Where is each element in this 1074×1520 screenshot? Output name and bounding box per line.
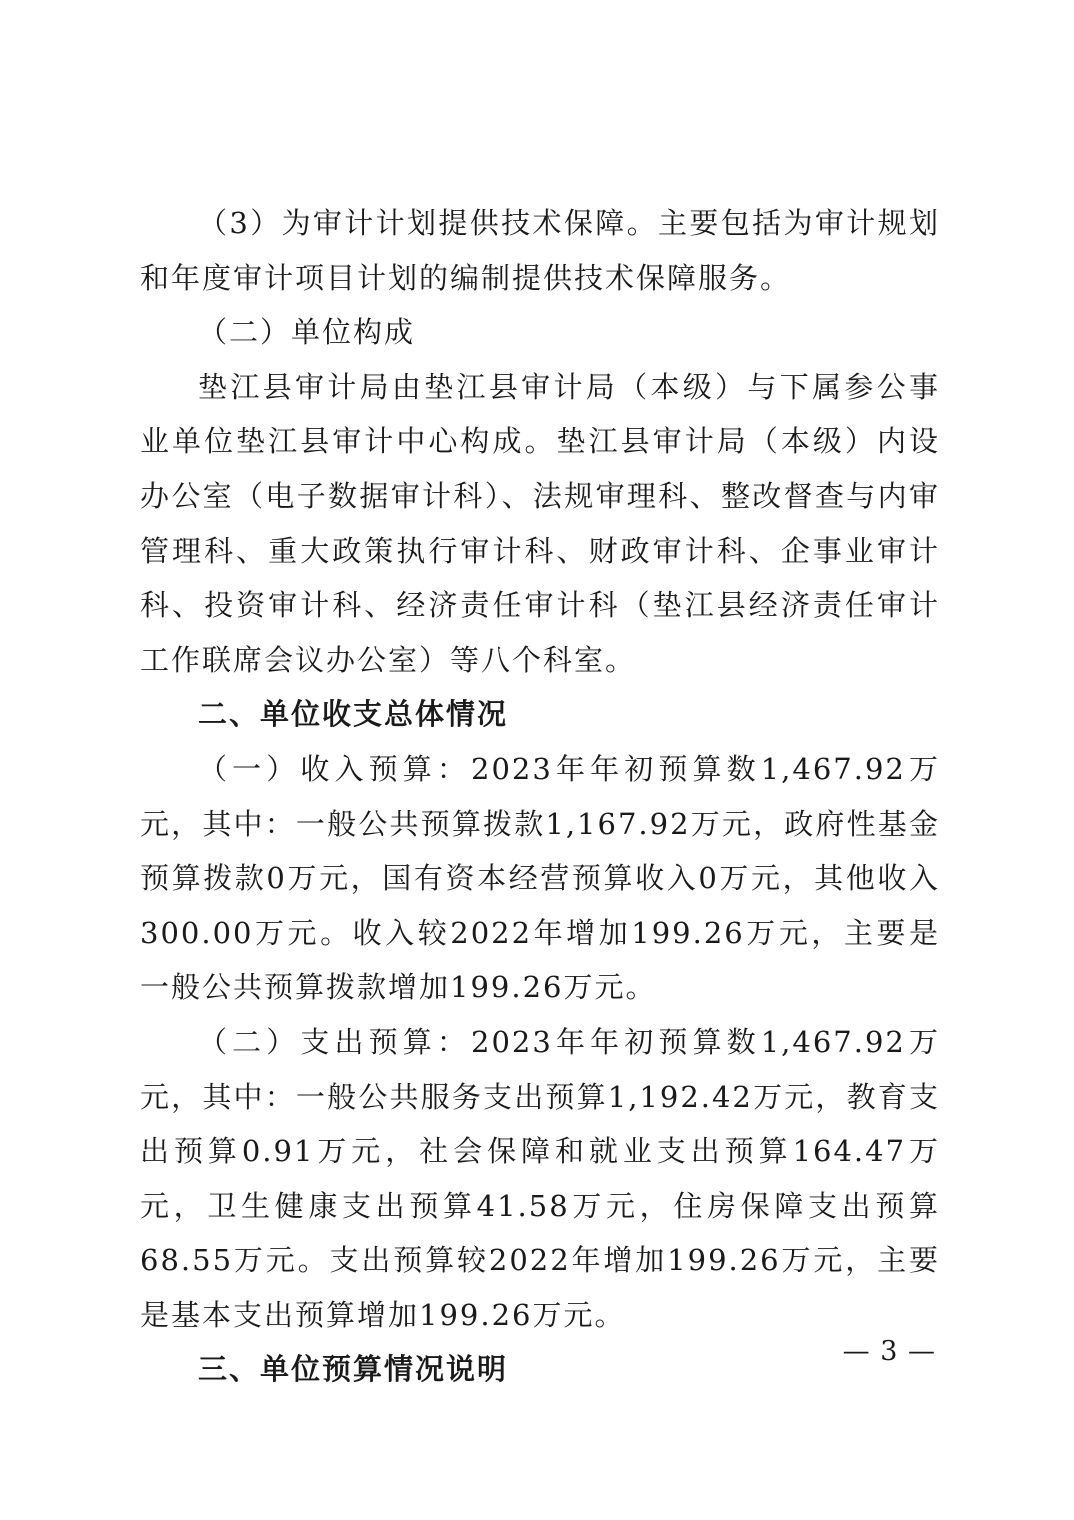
paragraph-unit-composition: 垫江县审计局由垫江县审计局（本级）与下属参公事业单位垫江县审计中心构成。垫江县审计局（本级）内设办公室（电子数据审计科）、法规审理科、整改督查与内审管理科、重大政策执行审计科、财政审计科、企事业审计科、投资审计科、经济责任审计科（垫江县经济责任审计工作联席会议办公室）等八个科室。 xyxy=(140,369,940,677)
document-body xyxy=(140,196,940,1397)
heading-budget-explanation: 三、单位预算情况说明 xyxy=(198,1352,509,1387)
page-number: — 3 — xyxy=(842,1336,936,1367)
paragraph-expenditure-budget: （二）支出预算：2023年年初预算数1,467.92万元，其中：一般公共服务支出预算1,192.42万元，教育支出预算0.91万元，社会保障和就业支出预算164.47万元，卫生健康支出预算41.58万元，住房保障支出预算68.55万元。支出预算较2022年增加199.26万元，主要是基本支出预算增加199.26万元。 xyxy=(140,1024,940,1332)
subheading-unit-composition: （二）单位构成 xyxy=(198,315,416,350)
paragraph-income-budget: （一）收入预算：2023年年初预算数1,467.92万元，其中：一般公共预算拨款1,167.92万元，政府性基金预算拨款0万元，国有资本经营预算收入0万元，其他收入300.00万元。收入较2022年增加199.26万元，主要是一般公共预算拨款增加199.26万元。 xyxy=(140,751,940,1005)
paragraph-technical-support: （3）为审计计划提供技术保障。主要包括为审计规划和年度审计项目计划的编制提供技术保障服务。 xyxy=(140,206,940,295)
heading-income-expenditure: 二、单位收支总体情况 xyxy=(198,697,509,732)
